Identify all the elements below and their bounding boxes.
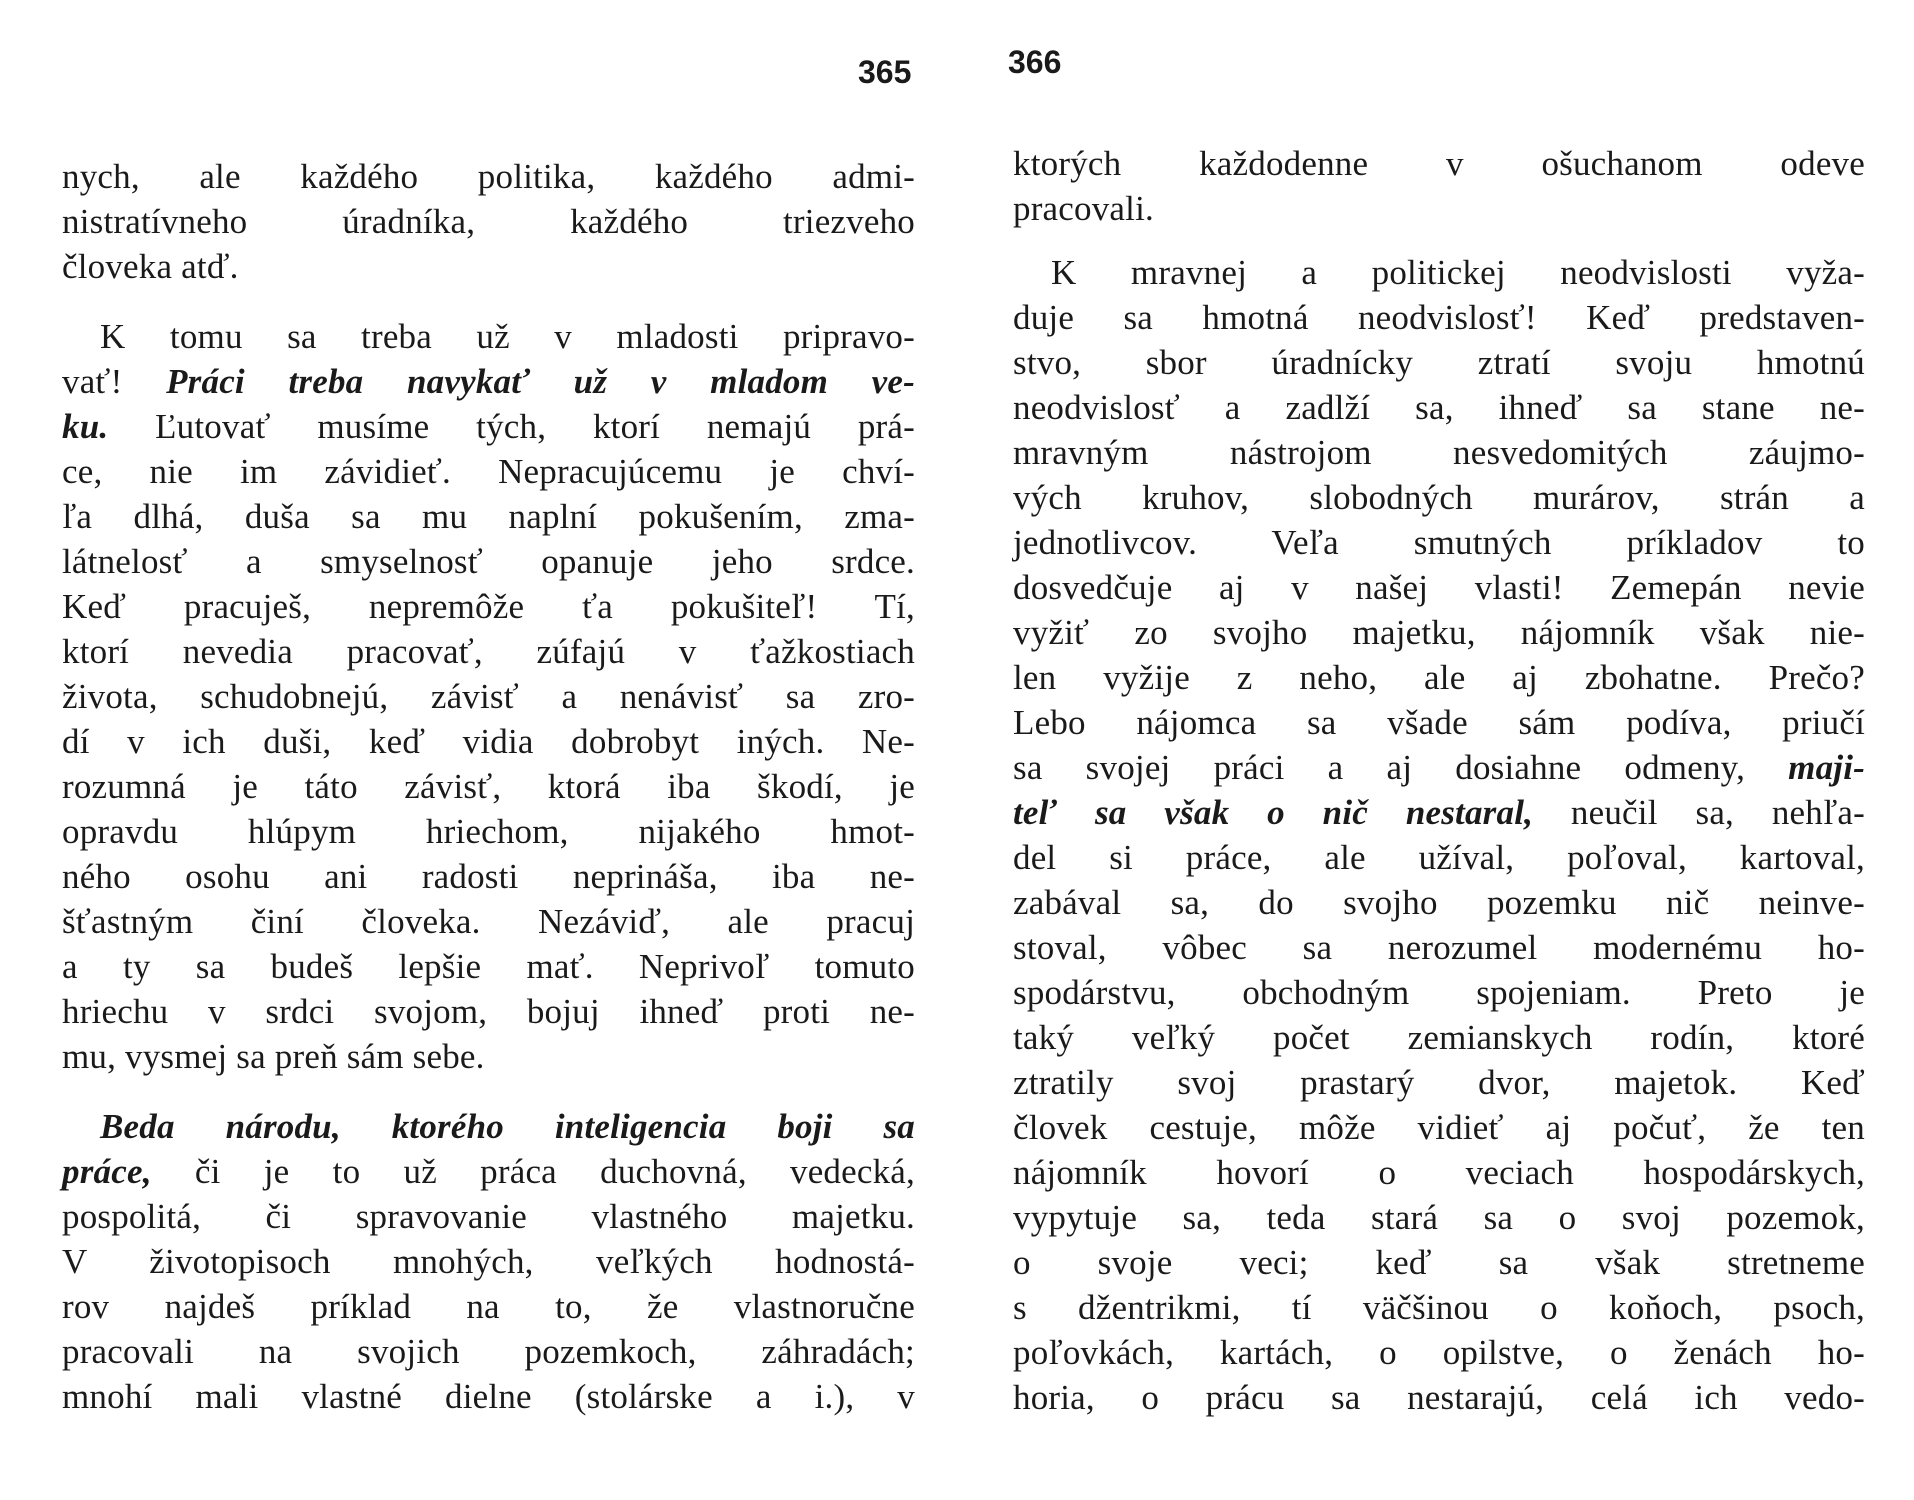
text: vať! xyxy=(62,362,167,401)
text: s džentrikmi, tí väčšinou o koňoch, psoch, xyxy=(1013,1288,1865,1327)
text-line xyxy=(1013,385,1865,430)
text-line xyxy=(62,944,915,989)
text: ktorých každodenne v ošuchanom odeve xyxy=(1013,144,1865,183)
paragraph xyxy=(1013,141,1865,231)
text: rozumná je táto závisť, ktorá iba škodí, je xyxy=(62,767,915,806)
text-line xyxy=(1013,565,1865,610)
text: stvo, sbor úradnícky ztratí svoju hmotnú xyxy=(1013,343,1865,382)
text-line xyxy=(62,629,915,674)
text-line xyxy=(1013,1015,1865,1060)
text-line xyxy=(62,1374,915,1419)
italic-text: ku. xyxy=(62,407,109,446)
text: Ľutovať musíme tých, ktorí nemajú prá- xyxy=(108,407,915,446)
text: neodvislosť a zadlží sa, ihneď sa stane ne- xyxy=(1013,388,1865,427)
text: pospolitá, či spravovanie vlastného majetku. xyxy=(62,1197,915,1236)
text: Lebo nájomca sa všade sám podíva, priučí xyxy=(1013,703,1865,742)
text: opravdu hlúpym hriechom, nijakého hmot- xyxy=(62,812,915,851)
text-line xyxy=(1013,880,1865,925)
text-line xyxy=(1013,700,1865,745)
text: vyžiť zo svojho majetku, nájomník však nie- xyxy=(1013,613,1865,652)
italic-text: práce, xyxy=(62,1152,152,1191)
text-line xyxy=(1013,1330,1865,1375)
text-line xyxy=(1013,655,1865,700)
text-line xyxy=(1013,250,1865,295)
text: života, schudobnejú, závisť a nenávisť sa zro- xyxy=(62,677,915,716)
text: V životopisoch mnohých, veľkých hodnostá- xyxy=(62,1242,915,1281)
text-line xyxy=(1013,970,1865,1015)
text-line xyxy=(62,809,915,854)
text: dosvedčuje aj v našej vlasti! Zemepán nevie xyxy=(1013,568,1865,607)
text: človek cestuje, môže vidieť aj počuť, že ten xyxy=(1013,1108,1865,1147)
italic-text: Práci treba navykať už v mladom ve- xyxy=(166,362,915,401)
text-line xyxy=(62,1194,915,1239)
page-number-right: 366 xyxy=(1008,44,1062,80)
text-line xyxy=(1013,1105,1865,1150)
text-line xyxy=(1013,430,1865,475)
text: nych, ale každého politika, každého admi- xyxy=(62,157,915,196)
text: rov najdeš príklad na to, že vlastnoručne xyxy=(62,1287,915,1326)
text: nájomník hovorí o veciach hospodárskych, xyxy=(1013,1153,1865,1192)
text-line xyxy=(62,584,915,629)
text: nistratívneho úradníka, každého triezveho xyxy=(62,202,915,241)
text: poľovkách, kartách, o opilstve, o ženách ho- xyxy=(1013,1333,1865,1372)
text: K tomu sa treba už v mladosti pripravo- xyxy=(100,317,915,356)
text: ztratily svoj prastarý dvor, majetok. Keď xyxy=(1013,1063,1865,1102)
text-line xyxy=(62,764,915,809)
text-line xyxy=(62,1034,915,1079)
text-line xyxy=(62,674,915,719)
text-line xyxy=(1013,340,1865,385)
text-line xyxy=(1013,925,1865,970)
text: dí v ich duši, keď vidia dobrobyt iných. Ne- xyxy=(62,722,915,761)
text-line xyxy=(1013,186,1865,231)
text-line xyxy=(62,314,915,359)
text: taký veľký počet zemianskych rodín, ktoré xyxy=(1013,1018,1865,1057)
text-line xyxy=(1013,1195,1865,1240)
text-line xyxy=(62,244,915,289)
text-line xyxy=(62,494,915,539)
text-line xyxy=(62,1284,915,1329)
text-line xyxy=(62,539,915,584)
text-line xyxy=(1013,1375,1865,1420)
paragraph xyxy=(62,314,915,1079)
text-line xyxy=(62,1239,915,1284)
text-line xyxy=(62,449,915,494)
text: mnohí mali vlastné dielne (stolárske a i.), v xyxy=(62,1377,915,1416)
text: hriechu v srdci svojom, bojuj ihneď proti ne- xyxy=(62,992,915,1031)
text: Keď pracuješ, nepremôže ťa pokušiteľ! Tí, xyxy=(62,587,915,626)
text: ktorí nevedia pracovať, zúfajú v ťažkostiach xyxy=(62,632,915,671)
text: del si práce, ale užíval, poľoval, kartoval, xyxy=(1013,838,1865,877)
text: zabával sa, do svojho pozemku nič neinve- xyxy=(1013,883,1865,922)
text-line xyxy=(62,854,915,899)
text: či je to už práca duchovná, vedecká, xyxy=(151,1152,915,1191)
text-line xyxy=(62,199,915,244)
text: jednotlivcov. Veľa smutných príkladov to xyxy=(1013,523,1865,562)
text: horia, o prácu sa nestarajú, celá ich vedo- xyxy=(1013,1378,1865,1417)
text-line xyxy=(1013,835,1865,880)
text-line xyxy=(1013,1150,1865,1195)
text: a ty sa budeš lepšie mať. Neprivoľ tomuto xyxy=(62,947,915,986)
text: mu, vysmej sa preň sám sebe. xyxy=(62,1037,485,1076)
text: duje sa hmotná neodvislosť! Keď predstaven- xyxy=(1013,298,1865,337)
paragraph xyxy=(1013,250,1865,1420)
text: K mravnej a politickej neodvislosti vyža- xyxy=(1051,253,1865,292)
text-line xyxy=(1013,141,1865,186)
text-line xyxy=(1013,745,1865,790)
text: ľa dlhá, duša sa mu naplní pokušením, zma- xyxy=(62,497,915,536)
text: stoval, vôbec sa nerozumel modernému ho- xyxy=(1013,928,1865,967)
text: ce, nie im závidieť. Nepracujúcemu je chví- xyxy=(62,452,915,491)
paragraph xyxy=(62,1104,915,1419)
text-line xyxy=(62,1104,915,1149)
text-line xyxy=(1013,1285,1865,1330)
text: sa svojej práci a aj dosiahne odmeny, xyxy=(1013,748,1789,787)
text-line xyxy=(1013,790,1865,835)
italic-text: Beda národu, ktorého inteligencia boji sa xyxy=(100,1107,915,1146)
text: šťastným činí človeka. Nezáviď, ale pracuj xyxy=(62,902,915,941)
text: ného osohu ani radosti neprináša, iba ne- xyxy=(62,857,915,896)
text: mravným nástrojom nesvedomitých záujmo- xyxy=(1013,433,1865,472)
text: pracovali na svojich pozemkoch, záhradách; xyxy=(62,1332,915,1371)
text: človeka atď. xyxy=(62,247,239,286)
text-line xyxy=(62,154,915,199)
text: vypytuje sa, teda stará sa o svoj pozemok, xyxy=(1013,1198,1865,1237)
text-line xyxy=(62,719,915,764)
text-line xyxy=(62,404,915,449)
text-line xyxy=(1013,475,1865,520)
text: vých kruhov, slobodných murárov, strán a xyxy=(1013,478,1865,517)
text-line xyxy=(62,359,915,404)
paragraph xyxy=(62,154,915,289)
text-line xyxy=(62,1329,915,1374)
text-line xyxy=(1013,520,1865,565)
text: látnelosť a smyselnosť opanuje jeho srdce. xyxy=(62,542,915,581)
text: neučil sa, nehľa- xyxy=(1533,793,1865,832)
text-line xyxy=(62,1149,915,1194)
text: len vyžije z neho, ale aj zbohatne. Prečo? xyxy=(1013,658,1865,697)
text-line xyxy=(62,899,915,944)
text-line xyxy=(1013,610,1865,655)
text-line xyxy=(62,989,915,1034)
page-number-left: 365 xyxy=(858,54,912,90)
text: pracovali. xyxy=(1013,189,1154,228)
italic-text: maji- xyxy=(1788,748,1865,787)
text-line xyxy=(1013,295,1865,340)
italic-text: teľ sa však o nič nestaral, xyxy=(1013,793,1534,832)
text-line xyxy=(1013,1240,1865,1285)
text: o svoje veci; keď sa však stretneme xyxy=(1013,1243,1865,1282)
text: spodárstvu, obchodným spojeniam. Preto je xyxy=(1013,973,1865,1012)
text-line xyxy=(1013,1060,1865,1105)
